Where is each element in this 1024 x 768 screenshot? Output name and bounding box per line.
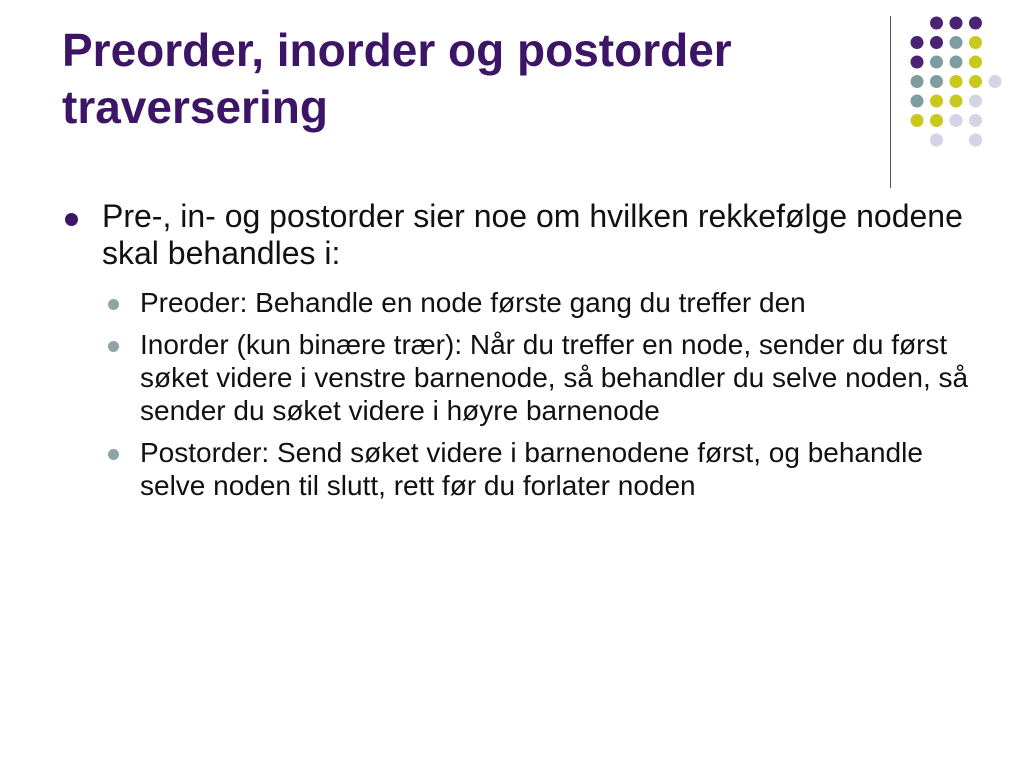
- sub-bullet-dot-icon: [108, 341, 119, 352]
- decor-dot: [911, 75, 924, 88]
- content-list: [62, 198, 982, 511]
- decor-dot: [950, 114, 963, 127]
- decor-dot: [969, 114, 982, 127]
- decor-dot: [950, 36, 963, 49]
- sub-bullet-text: Preoder: Behandle en node første gang du treffer den: [140, 287, 806, 318]
- decor-dot: [989, 75, 1002, 88]
- sub-bullet-preorder: [102, 286, 982, 319]
- decor-dot: [911, 114, 924, 127]
- sub-bullet-text: Postorder: Send søket videre i barnenodene først, og behandle selve noden til slutt, rett før du forlater noden: [140, 437, 923, 501]
- decor-dot: [969, 134, 982, 147]
- decor-dot: [930, 114, 943, 127]
- title-divider: [890, 16, 891, 188]
- decor-dot: [930, 36, 943, 49]
- decor-dot: [911, 36, 924, 49]
- title-line-2: traversering: [62, 81, 328, 133]
- decor-dot: [911, 95, 924, 108]
- decor-dot: [911, 56, 924, 69]
- decor-dot: [930, 75, 943, 88]
- decor-dot: [969, 36, 982, 49]
- decor-dot: [930, 17, 943, 30]
- decor-dot: [950, 56, 963, 69]
- decor-dot: [930, 134, 943, 147]
- decor-dot: [950, 95, 963, 108]
- decor-dot: [969, 56, 982, 69]
- sub-bullet-inorder: [102, 328, 982, 427]
- decor-dot: [969, 17, 982, 30]
- main-bullet-text: Pre-, in- og postorder sier noe om hvilken rekkefølge nodene skal behandles i:: [102, 198, 963, 271]
- decor-dot: [969, 95, 982, 108]
- sub-bullet-text: Inorder (kun binære trær): Når du treffer en node, sender du først søket videre i venstre barnenode, så behandler du selve noden, så sender du søket videre i høyre barnenode: [140, 329, 969, 426]
- sub-bullet-dot-icon: [108, 449, 119, 460]
- decor-dot: [969, 75, 982, 88]
- main-bullet: [62, 198, 982, 502]
- decor-dot: [950, 75, 963, 88]
- decor-dot: [930, 95, 943, 108]
- decor-dot: [950, 17, 963, 30]
- bullet-dot-icon: [65, 213, 78, 226]
- title-line-1: Preorder, inorder og postorder: [62, 24, 732, 76]
- sub-bullet-dot-icon: [108, 299, 119, 310]
- sub-bullet-list: [102, 286, 982, 502]
- slide-title: [62, 22, 882, 136]
- sub-bullet-postorder: [102, 436, 982, 502]
- decor-dot: [930, 56, 943, 69]
